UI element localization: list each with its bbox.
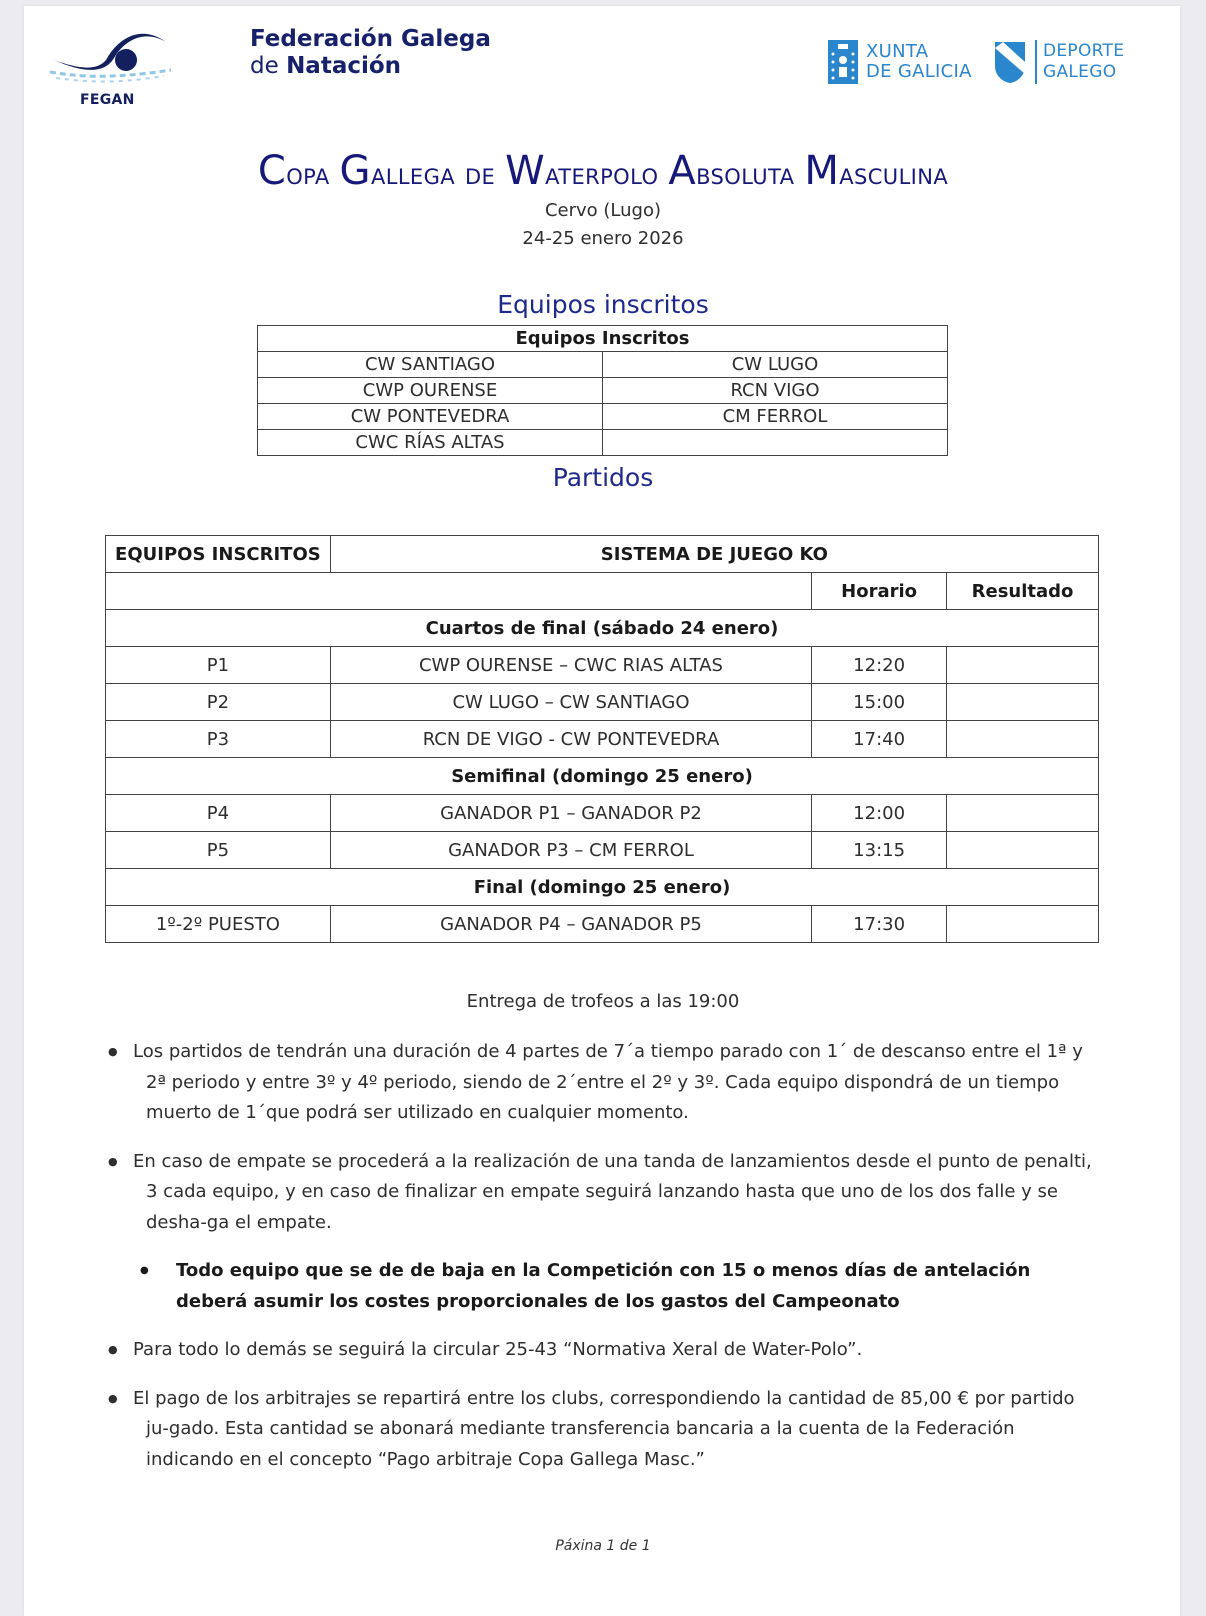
match-result: [947, 906, 1099, 943]
match-row: [106, 721, 1099, 758]
federation-line-2: de Natación: [250, 53, 402, 79]
rule-text: El pago de los arbitrajes se repartirá entre los clubs, correspondiendo la cantidad de 85,00 € por partido ju-gado. Esta cantidad se abonará mediante transferencia bancaria a la cuenta de la Federación indicando en el concepto “Pago arbitraje Copa Gallega Masc.”: [133, 1387, 1075, 1470]
matches-heading: Partidos: [552, 463, 654, 492]
teams-table-header: Equipos Inscritos: [258, 326, 948, 352]
rule-text: En caso de empate se procederá a la realización de una tanda de lanzamientos desde el punto de penalti, 3 cada equipo, y en caso de finalizar en empate seguirá lanzando hasta que uno de los dos falle y se desha-ga el empate.: [133, 1150, 1092, 1233]
teams-heading: Equipos inscritos: [497, 290, 709, 319]
rule-item: [108, 1256, 1100, 1317]
match-result: [947, 795, 1099, 832]
team-cell: RCN VIGO: [603, 378, 948, 404]
teams-table: [257, 325, 948, 456]
match-id: P4: [106, 795, 331, 832]
bullet-icon: ●: [108, 1343, 118, 1356]
match-row: [106, 906, 1099, 943]
federation-name: [250, 26, 491, 80]
col-header-blank: [106, 573, 812, 610]
deporte-text: DEPORTE GALEGO: [1043, 41, 1125, 82]
match-teams: GANADOR P1 – GANADOR P2: [330, 795, 811, 832]
logo-divider: [1035, 40, 1037, 84]
team-row: [258, 378, 948, 404]
bullet-icon: ●: [140, 1265, 149, 1276]
title-word: aterpolo: [545, 157, 669, 192]
team-row: [258, 430, 948, 456]
phase-label: Semifinal (domingo 25 enero): [106, 758, 1099, 795]
match-row: [106, 832, 1099, 869]
phase-row: [106, 869, 1099, 906]
match-id: P1: [106, 647, 331, 684]
match-time: 13:15: [812, 832, 947, 869]
title-word: allega de: [370, 157, 506, 192]
rule-item: [108, 1384, 1100, 1476]
rule-item: [108, 1147, 1100, 1239]
team-row: [258, 352, 948, 378]
team-cell: CW PONTEVEDRA: [258, 404, 603, 430]
team-cell: CWC RÍAS ALTAS: [258, 430, 603, 456]
team-row: [258, 404, 948, 430]
title-capital: C: [257, 148, 287, 194]
match-time: 17:30: [812, 906, 947, 943]
match-row: [106, 684, 1099, 721]
rule-text: Todo equipo que se de de baja en la Competición con 15 o menos días de antelación deberá asumir los costes proporcionales de los gastos del Campeonato: [176, 1260, 1031, 1312]
match-id: P3: [106, 721, 331, 758]
col-header-result: Resultado: [947, 573, 1099, 610]
col-header-time: Horario: [812, 573, 947, 610]
match-result: [947, 721, 1099, 758]
title-word: bsoluta: [696, 157, 805, 192]
col-header-teams: EQUIPOS INSCRITOS: [106, 536, 331, 573]
bullet-icon: ●: [108, 1154, 118, 1168]
match-id: P2: [106, 684, 331, 721]
phase-row: [106, 610, 1099, 647]
rule-text: Para todo lo demás se seguirá la circular 25-43 “Normativa Xeral de Water-Polo”.: [133, 1339, 863, 1360]
team-cell: CM FERROL: [603, 404, 948, 430]
match-row: [106, 795, 1099, 832]
match-id: P5: [106, 832, 331, 869]
title-capital: G: [339, 148, 371, 194]
rule-text: Los partidos de tendrán una duración de 4 partes de 7´a tiempo parado con 1´ de descanso entre el 1ª y 2ª periodo y entre 3º y 4º periodo, siendo de 2´entre el 2º y 3º. Cada equipo dispondrá de un tiempo muerto de 1´que podrá ser utilizado en cualquier momento.: [133, 1041, 1083, 1123]
title-capital: A: [668, 148, 697, 194]
match-teams: CWP OURENSE – CWC RIAS ALTAS: [330, 647, 811, 684]
rule-item: [108, 1335, 1100, 1366]
match-row: [106, 647, 1099, 684]
event-dates: 24-25 enero 2026: [522, 228, 684, 249]
team-cell: CWP OURENSE: [258, 378, 603, 404]
match-result: [947, 832, 1099, 869]
team-cell: CW SANTIAGO: [258, 352, 603, 378]
deporte-galego-logo: [993, 40, 1124, 84]
bullet-icon: ●: [108, 1045, 118, 1058]
match-teams: GANADOR P4 – GANADOR P5: [330, 906, 811, 943]
federation-line-1: Federación Galega: [250, 26, 491, 52]
match-teams: RCN DE VIGO - CW PONTEVEDRA: [330, 721, 811, 758]
xunta-de-galicia-logo: [828, 40, 972, 84]
col-header-system: SISTEMA DE JUEGO KO: [330, 536, 1098, 573]
bullet-icon: ●: [108, 1391, 118, 1405]
team-cell: CW LUGO: [603, 352, 948, 378]
phase-label: Cuartos de final (sábado 24 enero): [106, 610, 1099, 647]
rules-list: [108, 1037, 1100, 1493]
title-word: opa: [286, 157, 340, 192]
fegan-label: FEGAN: [80, 92, 135, 108]
rule-item: [108, 1037, 1100, 1129]
title-capital: W: [505, 148, 546, 194]
match-id: 1º-2º PUESTO: [106, 906, 331, 943]
xunta-text: XUNTA DE GALICIA: [866, 41, 972, 82]
match-teams: CW LUGO – CW SANTIAGO: [330, 684, 811, 721]
trophy-ceremony-note: Entrega de trofeos a las 19:00: [466, 991, 740, 1012]
match-teams: GANADOR P3 – CM FERROL: [330, 832, 811, 869]
match-result: [947, 647, 1099, 684]
match-time: 17:40: [812, 721, 947, 758]
team-cell: [603, 430, 948, 456]
phase-row: [106, 758, 1099, 795]
title-capital: M: [804, 148, 840, 194]
document-title: [0, 148, 1206, 194]
phase-label: Final (domingo 25 enero): [106, 869, 1099, 906]
match-time: 15:00: [812, 684, 947, 721]
match-result: [947, 684, 1099, 721]
galicia-coat-of-arms-icon: [828, 40, 858, 84]
match-time: 12:00: [812, 795, 947, 832]
title-word: asculina: [839, 157, 949, 192]
match-time: 12:20: [812, 647, 947, 684]
event-location: Cervo (Lugo): [544, 200, 662, 221]
matches-table: [105, 535, 1099, 943]
deporte-galego-shield-icon: [993, 40, 1027, 84]
page-number: Páxina 1 de 1: [555, 1538, 651, 1554]
